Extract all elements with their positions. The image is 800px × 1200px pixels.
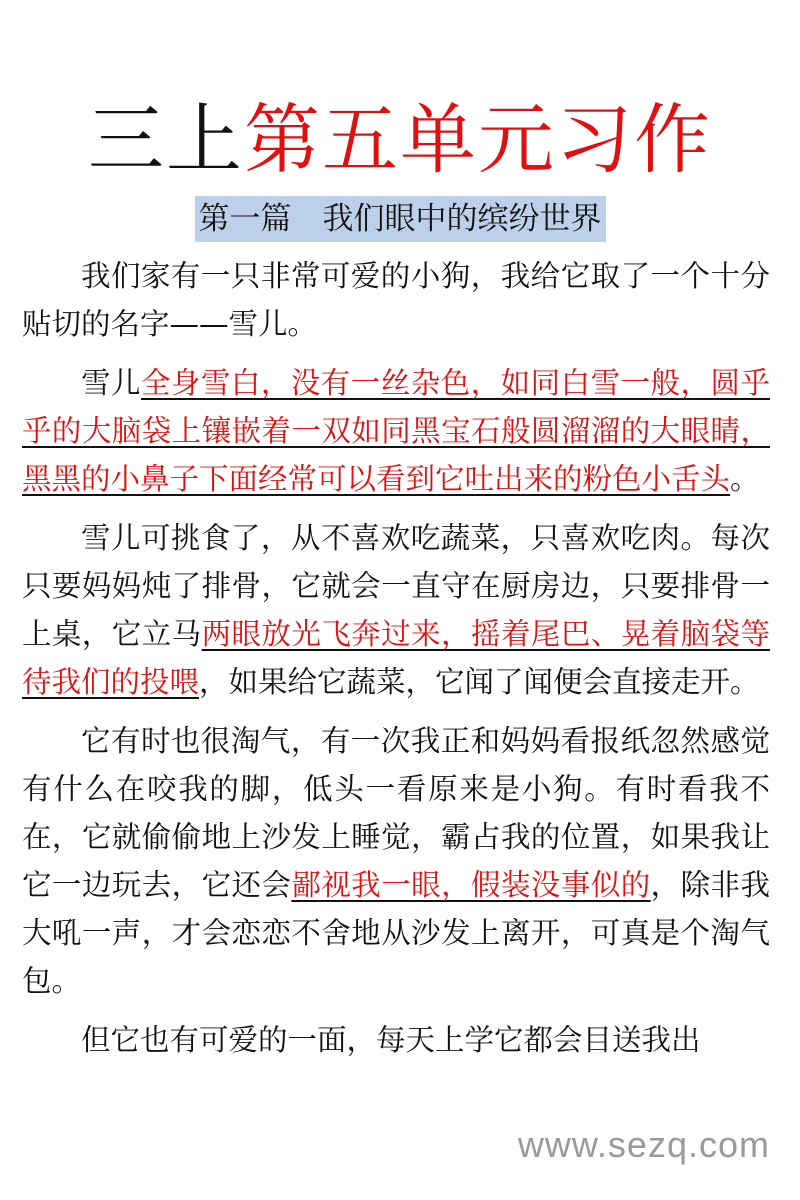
paragraph-text: 雪儿 [81, 366, 141, 400]
paragraph-text: ，除非我大吼一声，才会恋恋不舍地从沙发上离开，可真是个淘气包。 [22, 868, 770, 998]
title-part-black: 三上 [88, 95, 244, 184]
paragraph-1 [22, 252, 770, 348]
paragraph-4 [22, 717, 770, 1005]
article-body [22, 252, 770, 1075]
paragraph-3 [22, 514, 770, 706]
paragraph-text: 它有时也很淘气，有一次我正和妈妈看报纸忽然感觉有什么在咬我的脚，低头一看原来是小狗。有时看我不在，它就偷偷地上沙发上睡觉，霸占我的位置，如果我让它一边玩去，它还会 [22, 724, 770, 902]
site-watermark: www.sezq.com [517, 1124, 770, 1165]
article-subtitle: 第一篇 我们眼中的缤纷世界 [195, 196, 606, 242]
paragraph-text: 。 [730, 462, 760, 496]
paragraph-2 [22, 359, 770, 503]
highlighted-phrase: 鄙视我一眼，假装没事似的 [291, 868, 651, 902]
page-title [0, 92, 800, 188]
highlighted-phrase: 全身雪白，没有一丝杂色，如同白雪一般，圆乎乎的大脑袋上镶嵌着一双如同黑宝石般圆溜溜的大眼睛，黑黑的小鼻子下面经常可以看到它吐出来的粉色小舌头 [22, 366, 770, 496]
paragraph-text: ，如果给它蔬菜，它闻了闻便会直接走开。 [199, 665, 760, 699]
paragraph-text: 但它也有可爱的一面，每天上学它都会目送我出 [81, 1023, 701, 1057]
paragraph-text: 雪儿可挑食了，从不喜欢吃蔬菜，只喜欢吃肉。每次只要妈妈炖了排骨，它就会一直守在厨房边，只要排骨一上桌，它立马 [22, 521, 770, 651]
subtitle-container [0, 196, 800, 242]
paragraph-5 [22, 1016, 770, 1064]
paragraph-text: 我们家有一只非常可爱的小狗，我给它取了一个十分贴切的名字——雪儿。 [22, 259, 770, 341]
title-part-red: 第五单元习作 [244, 95, 712, 184]
highlighted-phrase: 两眼放光飞奔过来，摇着尾巴、晃着脑袋等待我们的投喂 [22, 617, 770, 699]
